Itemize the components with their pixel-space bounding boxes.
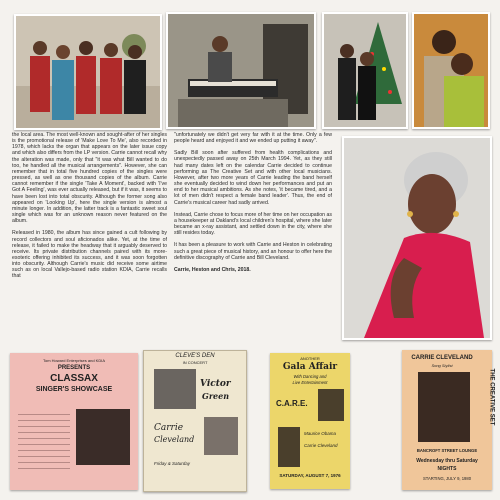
flyer-gala-date: SATURDAY, AUGUST 7, 1976: [279, 473, 341, 478]
flyer-carrie-photo: [204, 417, 238, 455]
flyer-classax-presenter: Tom Howard Enterprises and KDIA: [42, 358, 106, 363]
flyer-bancroft-days: Wednesday thru Saturday: [416, 458, 478, 464]
flyer-victor-photo: [154, 369, 196, 409]
right-paragraph: It has been a pleasure to work with Carrie and Heston in celebrating such a great piece of musical history, and an honour to offer here the definitive discography of Carrie and Bill Cleveland.: [174, 242, 332, 261]
left-paragraph: the local area. The most well-known and sought-after of her singles is the promotional release of 'Make Love To Me', also recorded in 1978, which lacks the organ that appears on the later issue copy and which also differs from the LP version. Carrie cannot recall why the alteration was made, only that "it was what Bill wanted to do too, he handled all the musical arrangements". However, she can remember that in total five hundred copies of the singles were pressed, as well as one thousand copies of the album. Carrie cannot remember if the single 'Take A Moment', backed with 'I've Got A Feeling', was ever actually released, but if it was, it seems to have been lost into total obscurity. Although the former song also appeared on 'Looking Up', here the single version is almost a minute longer. In addition, the latter track is a fantastic sweet soul single which was for an unknown reason never featured on the album.: [12, 132, 167, 225]
right-paragraph: Instead, Carrie chose to focus more of her time on her occupation as a housekeeper at Oakland's local children's hospital, where she later became an x-ray assistant, and settled down in the city, where she still resides today.: [174, 211, 332, 237]
flyer-gala-affair: [270, 353, 350, 489]
flyer-gala-live: Live Entertainment: [292, 380, 328, 385]
photo-carrie-portrait: [342, 136, 492, 340]
photo-caption: Carrie, Heston and Chris, 2018.: [174, 266, 251, 273]
flyer-gala-photo2: [278, 427, 300, 467]
flyer-bancroft-nights: NIGHTS: [437, 466, 457, 472]
photo-carrie-portrait-illustration: [344, 138, 490, 338]
flyer-classax-photo: [76, 409, 130, 465]
flyer-victor-concert: IN CONCERT: [182, 360, 208, 365]
flyer-carrie-name2: Cleveland: [154, 435, 195, 444]
flyer-classax: [10, 353, 138, 490]
right-paragraph: Sadly Bill soon after suffered from health complications and unexpectedly passed away on 25th March 1994. Yet, as they still had many dates left on the calendar Carrie decided to continue performing as The Creative Set and with other local musicians. However, after two more years of Carrie leading the band herself she eventually decided to wind down her performances and put an end to her musical ambitions. As she notes, 'it became tired, and a lot of men didn't respect a female band leader'. Thus, the end of Carrie's musical career had sadly arrived.: [174, 150, 332, 206]
flyer-bancroft-name: CARRIE CLEVELAND: [411, 355, 473, 361]
photo-christmas-tree: [322, 12, 408, 129]
flyer-gala-another: ANOTHER: [300, 356, 320, 361]
flyer-classax-title: CLASSAX: [50, 373, 98, 384]
flyer-bancroft-stylist: Song Stylist: [431, 363, 453, 368]
flyer-gala-title: Gala Affair: [282, 362, 338, 372]
photo-keyboard-player: [166, 12, 316, 129]
photo-couple-recent: [412, 12, 490, 129]
flyer-bancroft-date: STARTING, JULY 9, 1980: [422, 476, 472, 481]
flyer-gala-dancing: With Dancing and: [293, 374, 327, 379]
flyer-bancroft-band: THE CREATIVE SET: [488, 368, 495, 426]
flyer-victor-venue: CLEVE'S DEN: [175, 353, 215, 359]
flyer-bancroft: [402, 350, 495, 490]
flyer-victor-dates: Friday & Saturday: [154, 461, 191, 466]
flyer-gala-care: C.A.R.E.: [276, 399, 308, 408]
flyer-gala-carrie: Carrie Cleveland: [304, 443, 338, 448]
flyer-victor-green: [143, 350, 247, 492]
flyer-bancroft-photo: [418, 372, 470, 442]
flyer-victor-name1: Victor: [200, 379, 231, 389]
flyer-victor-name2: Green: [202, 391, 230, 401]
photo-group-formal: [14, 14, 162, 130]
flyer-gala-maurice: Maurice Obama: [304, 431, 337, 436]
right-paragraph: "unfortunately we didn't get very far with it at the time. Only a few people heard and enjoyed it and we ended up putting it away".: [174, 132, 332, 145]
flyer-carrie-name1: Carrie: [154, 423, 184, 433]
photo-couple-recent-illustration: [414, 14, 488, 127]
photo-christmas-tree-illustration: [324, 14, 406, 127]
flyer-classax-lineup: [18, 409, 70, 473]
article-right-column: [174, 132, 332, 279]
flyer-classax-subtitle: SINGER'S SHOWCASE: [35, 386, 113, 393]
photo-keyboard-player-illustration: [168, 14, 314, 127]
flyer-gala-photo1: [318, 389, 344, 421]
flyer-bancroft-venue: BANCROFT STREET LOUNGE: [416, 448, 478, 453]
article-left-column: [12, 132, 167, 286]
flyer-classax-presents: PRESENTS: [57, 365, 91, 371]
photo-group-formal-illustration: [16, 16, 160, 128]
left-paragraph: Released in 1980, the album has since gained a cult following by record collectors and soul aficionados alike. Yet, at the time of release, it failed to make the headway that it arguably deserved to receive. Its private distribution channels paired with its more-esoteric offering inhibited its success, and it was soon forgotten into obscurity. Although Carrie's music did receive some airtime such as on local Vallejo-based radio station KDIA, Carrie recalls that: [12, 230, 167, 280]
